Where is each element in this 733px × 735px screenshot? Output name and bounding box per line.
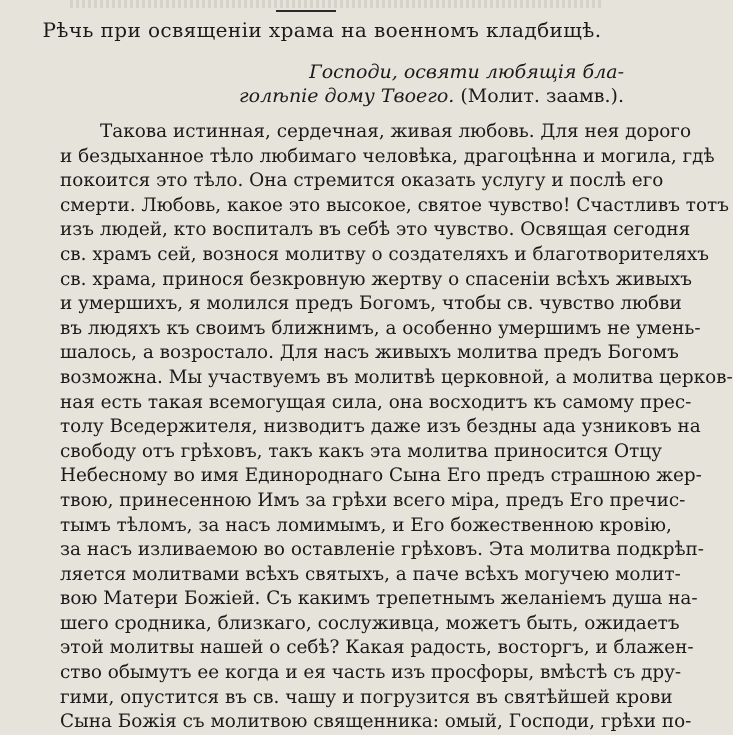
body-text: [60, 120, 733, 735]
page-title: Рѣчь при освященіи храма на военномъ кладбищѣ.: [42, 18, 602, 42]
previous-page-bleed: [70, 0, 604, 8]
text-line: ляется молитвами всѣхъ святыхъ, а паче всѣхъ могучею молит-: [60, 563, 681, 585]
epigraph-quote-part-1: Господи, освяти любящія бла-: [309, 61, 624, 83]
top-rule: [276, 10, 336, 12]
epigraph-quote-part-2: голѣпіе дому Твоего.: [239, 85, 455, 107]
text-line: тымъ тѣломъ, за насъ ломимымъ, и Его божественною кровію,: [60, 514, 672, 536]
text-line: и умершихъ, я молился предъ Богомъ, чтобы св. чувство любви: [60, 293, 682, 315]
text-line: и бездыханное тѣло любимаго человѣка, драгоцѣнна и могила, гдѣ: [60, 145, 715, 167]
text-line: покоится это тѣло. Она стремится оказать услугу и послѣ его: [60, 170, 664, 192]
epigraph: [0, 60, 624, 108]
text-line: ство обымутъ ее когда и ея часть изъ просфоры, вмѣстѣ съ дру-: [60, 662, 682, 684]
epigraph-line-2: [0, 84, 624, 108]
text-line: въ людяхъ къ своимъ ближнимъ, а особенно умершимъ не умень-: [60, 317, 701, 339]
text-line: свободу отъ грѣховъ, такъ какъ эта молитва приносится Отцу: [60, 440, 662, 462]
text-line: шалось, а возростало. Для насъ живыхъ молитва предъ Богомъ: [60, 342, 679, 364]
text-line: возможна. Мы участвуемъ въ молитвѣ церковной, а молитва церков-: [60, 366, 733, 388]
text-line: Сына Божія съ молитвою священника: омый, Господи, грѣхи по-: [60, 711, 692, 733]
text-line: за насъ изливаемою во оставленіе грѣховъ. Эта молитва подкрѣп-: [60, 539, 705, 561]
text-line: этой молитвы нашей о себѣ? Какая радость, восторгъ, и блажен-: [60, 637, 694, 659]
text-line: смерти. Любовь, какое это высокое, святое чувство! Счастливъ тотъ: [60, 194, 729, 216]
text-line: твою, принесенною Имъ за грѣхи всего міра, предъ Его пречис-: [60, 489, 686, 511]
text-line: изъ людей, кто воспиталъ въ себѣ это чувство. Освящая сегодня: [60, 219, 691, 241]
text-line: толу Вседержителя, низводитъ даже изъ бездны ада узниковъ на: [60, 416, 701, 438]
text-line: Небесному во имя Единороднаго Сына Его предъ страшною жер-: [60, 465, 702, 487]
epigraph-source: (Молит. заамв.).: [454, 85, 624, 107]
text-line: св. храма, принося безкровную жертву о спасеніи всѣхъ живыхъ: [60, 268, 692, 290]
text-line: Такова истинная, сердечная, живая любовь. Для нея дорого: [100, 121, 692, 142]
text-line: вою Матери Божіей. Съ какимъ трепетнымъ желаніемъ душа на-: [60, 588, 698, 610]
text-line: св. храмъ сей, вознося молитву о создателяхъ и благотворителяхъ: [60, 243, 709, 265]
text-line: ная есть такая всемогущая сила, она восходитъ къ самому прес-: [60, 391, 692, 413]
epigraph-line-1: [0, 60, 624, 84]
text-line: шего сродника, близкаго, сослуживца, можетъ быть, ожидаетъ: [60, 612, 680, 634]
text-line: гими, опустится въ св. чашу и погрузится въ святѣйшей крови: [60, 686, 673, 708]
